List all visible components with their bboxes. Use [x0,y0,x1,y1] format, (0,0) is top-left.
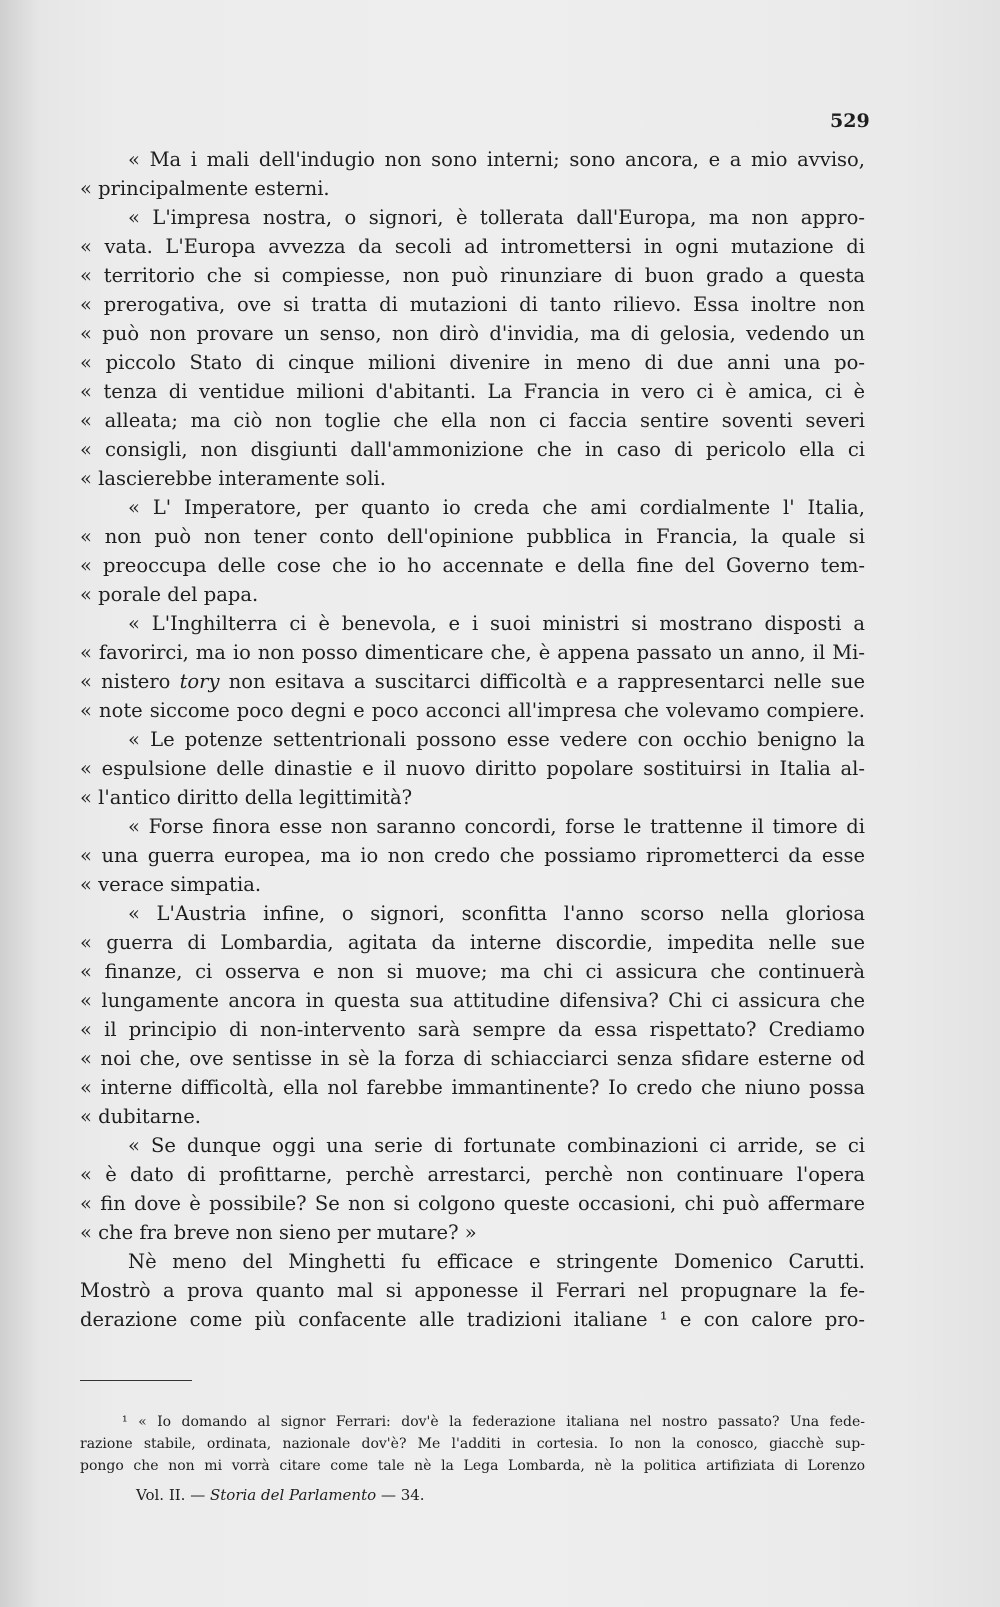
footnote-line: pongo che non mi vorrà citare come tale nè la Lega Lombarda, nè la politica artifiziata di Lorenzo [80,1458,865,1474]
text-line: « verace simpatia. [80,873,262,896]
text-line: « Ma i mali dell'indugio non sono interni; sono ancora, e a mio avviso, [128,148,865,171]
signature-sheet: — 34. [380,1486,425,1504]
text-line: « consigli, non disgiunti dall'ammonizione che in caso di pericolo ella ci [80,438,865,461]
text-line: « interne difficoltà, ella nol farebbe immantinente? Io credo che niuno possa [80,1076,865,1099]
text-line: « dubitarne. [80,1105,201,1128]
text-line: « L' Imperatore, per quanto io creda che ami cordialmente l' Italia, [128,496,865,519]
page-number: 529 [830,110,870,132]
text-line: « alleata; ma ciò non toglie che ella non ci faccia sentire soventi severi [80,409,865,432]
text-line: « Forse finora esse non saranno concordi, forse le trattenne il timore di [128,815,865,838]
text-line: « territorio che si compiesse, non può rinunziare di buon grado a questa [80,264,865,287]
text-line: « lungamente ancora in questa sua attitudine difensiva? Chi ci assicura che [80,989,865,1012]
text-line: « fin dove è possibile? Se non si colgono queste occasioni, chi può affermare [80,1192,865,1215]
text-line: « espulsione delle dinastie e il nuovo diritto popolare sostituirsi in Italia al- [80,757,865,780]
signature-title: Storia del Parlamento [210,1486,377,1504]
text-line: « guerra di Lombardia, agitata da interne discordie, impedita nelle sue [80,931,865,954]
text-line: « il principio di non-intervento sarà sempre da essa rispettato? Crediamo [80,1018,865,1041]
printer-signature [136,1486,425,1504]
text-line: « Se dunque oggi una serie di fortunate combinazioni ci arride, se ci [128,1134,865,1157]
text-line: « L'impresa nostra, o signori, è tollerata dall'Europa, ma non appro- [128,206,865,229]
text-line: « finanze, ci osserva e non si muove; ma chi ci assicura che continuerà [80,960,865,983]
text-line: « preoccupa delle cose che io ho accennate e della fine del Governo tem- [80,554,865,577]
text-line: Nè meno del Minghetti fu efficace e stringente Domenico Carutti. [128,1250,865,1273]
footnote-line: razione stabile, ordinata, nazionale dov'è? Me l'additi in cortesia. Io non la conosco, giacchè sup- [80,1436,865,1452]
text-line: « che fra breve non sieno per mutare? » [80,1221,477,1244]
text-line: « porale del papa. [80,583,259,606]
text-line: « l'antico diritto della legittimità? [80,786,413,809]
footnote-line: ¹ « Io domando al signor Ferrari: dov'è la federazione italiana nel nostro passato? Una fede- [122,1414,865,1430]
text-line: « una guerra europea, ma io non credo che possiamo riprometterci da esse [80,844,865,867]
body-text [80,145,865,1334]
text-line: « Le potenze settentrionali possono esse vedere con occhio benigno la [128,728,865,751]
text-line: « piccolo Stato di cinque milioni divenire in meno di due anni una po- [80,351,865,374]
text-line: « può non provare un senso, non dirò d'invidia, ma di gelosia, vedendo un [80,322,865,345]
text-line: « lascierebbe interamente soli. [80,467,386,490]
text-line: « nistero tory non esitava a suscitarci difficoltà e a rappresentarci nelle sue [80,670,865,693]
text-line: « L'Austria infine, o signori, sconfitta l'anno scorso nella gloriosa [128,902,865,925]
signature-volume: Vol. II. — [136,1486,206,1504]
footnotes [80,1411,865,1477]
italic-word: tory [179,670,220,693]
text-line: « note siccome poco degni e poco acconci all'impresa che volevamo compiere. [80,699,865,722]
text-line: « non può non tener conto dell'opinione pubblica in Francia, la quale si [80,525,865,548]
footnote-rule [80,1380,192,1381]
text-line: « prerogativa, ove si tratta di mutazioni di tanto rilievo. Essa inoltre non [80,293,865,316]
text-line: « principalmente esterni. [80,177,330,200]
text-line: « favorirci, ma io non posso dimenticare che, è appena passato un anno, il Mi- [80,641,865,664]
text-line: derazione come più confacente alle tradizioni italiane ¹ e con calore pro- [80,1308,865,1331]
text-line: « tenza di ventidue milioni d'abitanti. La Francia in vero ci è amica, ci è [80,380,865,403]
text-line: Mostrò a prova quanto mal si apponesse il Ferrari nel propugnare la fe- [80,1279,865,1302]
text-line: « vata. L'Europa avvezza da secoli ad intromettersi in ogni mutazione di [80,235,865,258]
text-line: « noi che, ove sentisse in sè la forza di schiacciarci senza sfidare esterne od [80,1047,865,1070]
text-line: « è dato di profittarne, perchè arrestarci, perchè non continuare l'opera [80,1163,865,1186]
text-line: « L'Inghilterra ci è benevola, e i suoi ministri si mostrano disposti a [128,612,865,635]
